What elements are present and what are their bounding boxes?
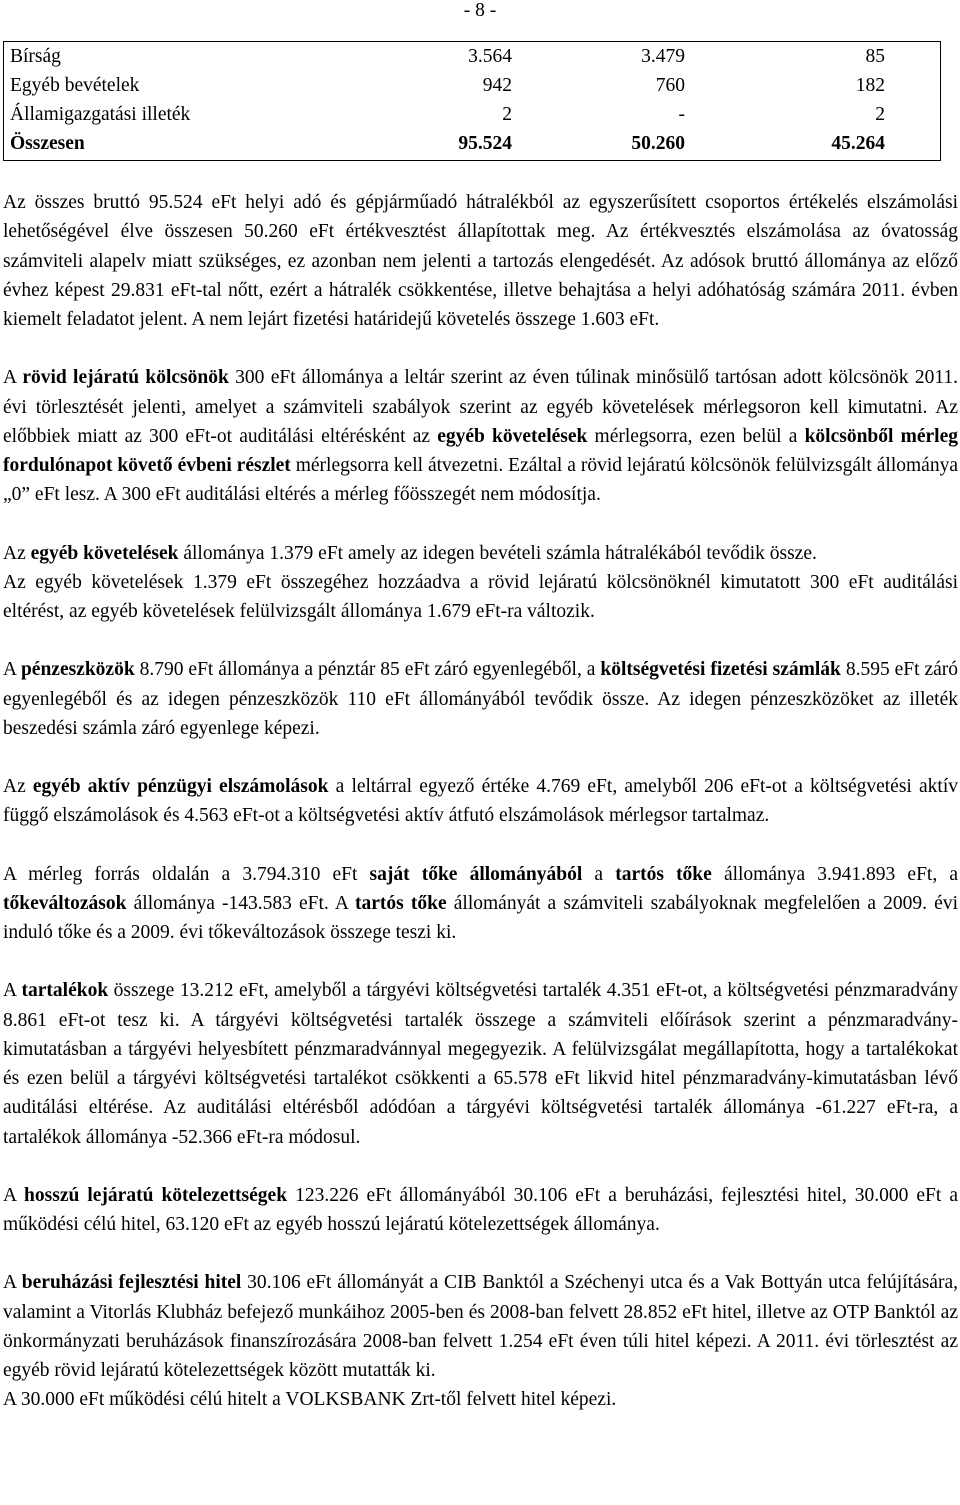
- paragraph-other-receivables-adjusted: Az egyéb követelések 1.379 eFt összegéhez hozzáadva a rövid lejáratú kölcsönöknél kimutatott 300 eFt auditálási eltérést, az egyéb követelések felülvizsgált állománya 1.679 eFt-ra változik.: [3, 571, 958, 622]
- paragraph-long-term-liabilities: A hosszú lejáratú kötelezettségek 123.226 eFt állományából 30.106 eFt a beruházási, fejlesztési hitel, 30.000 eFt a működési célú hitel, 63.120 eFt az egyéb hosszú lejáratú kötelezettségek állománya.: [3, 1184, 958, 1235]
- row-value-1: 2: [502, 104, 512, 125]
- table-row: [4, 100, 942, 129]
- paragraph-equity: A mérleg forrás oldalán a 3.794.310 eFt saját tőke állományából a tartós tőke állománya 3.941.893 eFt, a tőkeváltozások állománya -143.583 eFt. A tartós tőke állományát a számviteli szabályoknak megfelelően a 2009. évi induló tőke és a 2009. évi tőkeváltozások összege teszi ki.: [3, 863, 959, 943]
- paragraph-other-receivables: Az egyéb követelések állománya 1.379 eFt amely az idegen bevételi számla hátralékából tevődik össze.: [3, 542, 817, 564]
- row-value-2: 760: [655, 75, 685, 96]
- table-total-row: [4, 129, 942, 158]
- paragraph-cash: A pénzeszközök 8.790 eFt állománya a pénztár 85 eFt záró egyenlegéből, a költségvetési fizetési számlák 8.595 eFt záró egyenlegéből és az idegen pénzeszközök 110 eFt állományából tevődik össze. Az idegen pénzeszközöket az illeték beszedési számla záró egyenlege képezi.: [3, 659, 959, 739]
- paragraph-other-financial-settlements: Az egyéb aktív pénzügyi elszámolások a leltárral egyező értéke 4.769 eFt, amelyből 206 eFt-ot a költségvetési aktív függő elszámolások és 4.563 eFt-ot a költségvetési aktív átfutó elszámolások mérlegsor tartalmaz.: [3, 776, 958, 827]
- row-label: Bírság: [10, 46, 61, 67]
- page-number: - 8 -: [463, 0, 497, 21]
- row-value-3: 85: [865, 46, 885, 67]
- row-value-3: 45.264: [831, 133, 885, 154]
- revenue-table: [3, 41, 941, 161]
- row-value-1: 95.524: [458, 133, 512, 154]
- paragraph-short-term-loans: A rövid lejáratú kölcsönök 300 eFt állománya a leltár szerint az éven túlinak minősülő tartósan adott kölcsönök 2011. évi törlesztését jelenti, amelyet a számviteli szabályok szerint az egyéb követelések mérlegsoron kell kimutatni. Az előbbiek miatt az 300 eFt-ot auditálási eltérésként az egyéb követelések mérlegsorra, ezen belül a kölcsönből mérleg fordulónapot követő évbeni részlet mérlegsorra kell átvezetni. Ezáltal a rövid lejáratú kölcsönök felülvizsgált állománya „0” eFt lesz. A 300 eFt auditálási eltérés a mérleg főösszegét nem módosítja.: [3, 367, 958, 506]
- document-body: [3, 188, 958, 1415]
- row-label: Összesen: [10, 133, 85, 154]
- row-label: Egyéb bevételek: [10, 75, 140, 96]
- row-value-3: 182: [855, 75, 885, 96]
- paragraph-investment-loan: A beruházási fejlesztési hitel 30.106 eFt állományát a CIB Banktól a Széchenyi utca és a Vak Bottyán utca felújítására, valamint a Vitorlás Klubház befejező munkáihoz 2005-ben és 2008-ban felvett 28.852 eFt hitel, illetve az OTP Banktól az önkormányzati beruházások finanszírozására 2008-ban felvett 1.254 eFt éven túli hitel képezi. A 2011. évi törlesztést az egyéb rövid lejáratú kötelezettségek között mutatták ki.: [3, 1272, 958, 1381]
- row-label: Államigazgatási illeték: [10, 104, 191, 125]
- paragraph-receivables-writedown: Az összes bruttó 95.524 eFt helyi adó és gépjárműadó hátralékból az egyszerűsített csoportos értékelés elszámolási lehetőségével élve összesen 50.260 eFt értékvesztést állapítottak meg. Az értékvesztés elszámolása az óvatosság számviteli alapelv miatt szükséges, ez azonban nem jelenti a tartozás elengedését. Az adósok bruttó állománya az előző évhez képest 29.831 eFt-tal nőtt, ezért a hátralék csökkentése, illetve behajtása a helyi adóhatóság számára 2011. évben kiemelt feladatot jelent. A nem lejárt fizetési határidejű követelés összege 1.603 eFt.: [3, 192, 958, 330]
- row-value-3: 2: [875, 104, 885, 125]
- row-value-1: 3.564: [468, 46, 512, 67]
- row-value-2: 50.260: [631, 133, 685, 154]
- paragraph-operating-loan: A 30.000 eFt működési célú hitelt a VOLKSBANK Zrt-től felvett hitel képezi.: [3, 1389, 617, 1411]
- table-row: [4, 42, 942, 71]
- row-value-2: -: [678, 104, 685, 125]
- row-value-2: 3.479: [641, 46, 685, 67]
- paragraph-reserves: A tartalékok összege 13.212 eFt, amelyből a tárgyévi költségvetési tartalék 4.351 eFt-ot, a költségvetési pénzmaradvány 8.861 eFt-ot tesz ki. A tárgyévi költségvetési tartalék összege a számviteli előírások szerint a pénzmaradvány-kimutatásban a tárgyévi helyesbített pénzmaradvánnyal megegyezik. A felülvizsgálat megállapította, hogy a tartalékokat és ezen belül a tárgyévi költségvetési tartalékot csökkenti a 65.578 eFt likvid hitel pénzmaradvány-kimutatásban lévő auditálási eltérése. Az auditálási eltérésből adódóan a tárgyévi költségvetési tartalék állománya -61.227 eFt-ra, a tartalékok állománya -52.366 eFt-ra módosul.: [3, 980, 958, 1148]
- row-value-1: 942: [482, 75, 512, 96]
- table-row: [4, 71, 942, 100]
